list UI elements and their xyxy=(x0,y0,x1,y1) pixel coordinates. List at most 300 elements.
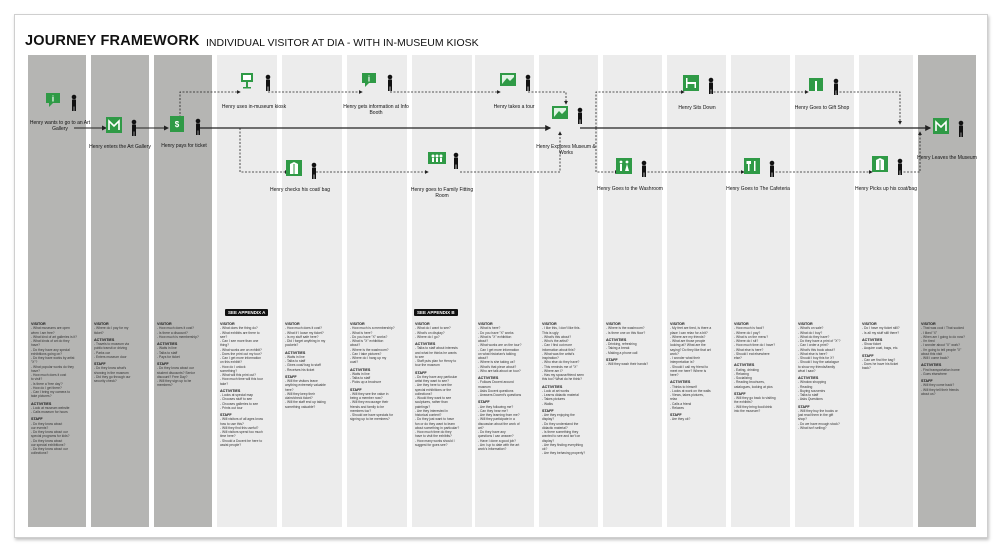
note-line: place I can relax for a bit? xyxy=(670,330,708,335)
note-line: - How much time do I have? xyxy=(734,343,776,348)
stage-label: Henry goes to Family Fitting Room xyxy=(410,187,474,199)
note-line: work's information? xyxy=(478,447,507,451)
note-line: information about this? xyxy=(542,347,576,352)
note-line: - How much is membership? xyxy=(157,334,199,339)
note-line: - What is "X" exhibition xyxy=(350,339,384,343)
bench-icon xyxy=(681,73,717,102)
notes-heading: STAFF xyxy=(542,408,554,413)
note-line: what I saw? xyxy=(798,368,816,373)
note-line: - Chooses stuff to see xyxy=(220,397,253,402)
note-line: wanted to see and isn't on xyxy=(542,434,581,439)
note-line: - Will the staff end up taking xyxy=(285,400,326,405)
svg-text:i: i xyxy=(367,74,371,84)
note-line: - Do you have "X" works xyxy=(478,330,514,335)
notes-heading: ACTIVITIES xyxy=(542,384,563,389)
notes-heading: VISITOR xyxy=(350,322,365,326)
note-line: - Are they here to see the xyxy=(415,383,453,388)
note-line: ticket? xyxy=(94,330,104,335)
notes-heading: VISITOR xyxy=(921,322,936,326)
building-m-icon xyxy=(104,115,140,144)
note-line: - Do they know about our xyxy=(31,447,68,451)
note-line: - Do they have any particular xyxy=(415,374,458,379)
note-line: - What's on display? xyxy=(415,330,445,335)
note-line: - Buying souvenirs xyxy=(798,388,826,393)
note-line: collections? xyxy=(415,391,433,396)
note-line: - Can we find the bag? xyxy=(862,357,896,362)
note-line: relax xyxy=(670,397,678,402)
note-line: - Should I eat elsewhere xyxy=(734,351,770,356)
note-line: - Do they have a print of "X"? xyxy=(798,339,841,343)
note-line: - Follows Docent around xyxy=(478,380,514,385)
building-m-icon xyxy=(931,116,967,145)
note-line: - What works are on exhibit? xyxy=(220,347,262,352)
note-line: - Where do I hang up my xyxy=(350,356,387,360)
note-line: showing in the museum xyxy=(94,370,129,375)
note-line: collections? xyxy=(31,451,49,456)
note-line: - Waits in line xyxy=(285,354,305,359)
note-line: - Does the print out my tour? xyxy=(220,351,262,356)
restroom-icon xyxy=(614,156,650,185)
note-line: - Have I done a good job? xyxy=(478,438,516,443)
note-line: fun or do they want to learn xyxy=(415,421,455,426)
note-line: - Eating, drinking xyxy=(734,367,759,372)
note-line: - Am I up to date with the art xyxy=(478,442,520,447)
note-line: artist they want to see? xyxy=(415,379,449,383)
note-line: - What works are on the tour? xyxy=(478,343,522,348)
note-line: - Did they go through our xyxy=(94,374,131,379)
note-line: ok? xyxy=(542,447,548,451)
note-line: - Will they bring food/drink xyxy=(734,404,773,409)
note-line: didactic material? xyxy=(542,425,568,430)
note-line: - This reminds me of "X" xyxy=(542,364,578,369)
note-line: - Look at museum website xyxy=(31,405,70,410)
art-frame-icon xyxy=(498,70,534,99)
note-line: - Relaxes xyxy=(670,405,684,410)
note-line: - Drinking, refreshing xyxy=(606,342,637,346)
stage-label: Henry gets information at Info Booth xyxy=(343,104,409,116)
notes-heading: VISITOR xyxy=(606,322,621,326)
note-line: - Are they learning from me? xyxy=(478,413,520,417)
note-line: thing? xyxy=(220,343,229,348)
note-line: - Where do I sit? xyxy=(734,339,759,343)
note-line: - Can I get more information xyxy=(478,347,520,352)
note-line: - Will they buy the books or xyxy=(798,408,838,413)
note-line: - Do I have my ticket still? xyxy=(862,326,900,331)
note-line: - Pays for ticket xyxy=(157,354,180,359)
note-line: "X"? xyxy=(31,360,38,365)
note-line: display? xyxy=(542,438,555,443)
note-line: - Can I see more than one xyxy=(220,339,259,343)
note-line: - I wonder what their xyxy=(670,356,700,360)
notes-heading: VISITOR xyxy=(670,322,685,326)
note-line: - Receives his ticket xyxy=(285,367,315,372)
tour-group-icon xyxy=(426,148,462,177)
notes-heading: VISITOR xyxy=(734,322,749,326)
note-line: to visit? xyxy=(31,377,43,382)
notes-heading: ACTIVITIES xyxy=(157,342,178,346)
notes-heading: STAFF xyxy=(31,417,43,422)
note-line: - Will they find this useful? xyxy=(220,425,259,430)
note-line: see? xyxy=(220,334,228,339)
notes-heading: STAFF xyxy=(157,362,169,366)
notes-heading: STAFF xyxy=(285,374,297,379)
note-line: - Asks Docent questions xyxy=(478,388,514,393)
note-line: - Do they have any xyxy=(478,430,506,434)
note-line: take pictures? xyxy=(31,394,52,399)
stage-label: Henry Sits Down xyxy=(678,105,716,111)
notes-heading: ACTIVITIES xyxy=(94,337,115,342)
note-line: - What is here? xyxy=(350,330,373,335)
notes-heading: VISITOR xyxy=(542,322,557,326)
note-line: - What else is here? xyxy=(734,347,764,352)
note-line: - My feet are tired, is there a xyxy=(670,326,712,331)
note-line: - Socializing xyxy=(734,376,752,380)
note-line: - Who's the artist? xyxy=(542,339,569,343)
note-line: - Do they just want to have xyxy=(415,417,455,422)
notes-heading: ACTIVITIES xyxy=(670,380,691,385)
note-line: - Do they have works by artist xyxy=(31,356,75,360)
gift-icon xyxy=(806,74,842,103)
notes-heading: ACTIVITIES xyxy=(350,367,371,372)
note-line: - Are they ok? xyxy=(670,417,691,422)
note-line: - Can I get more information xyxy=(220,356,262,360)
note-line: - Do they know about our xyxy=(157,366,194,371)
notes-heading: VISITOR xyxy=(285,322,300,326)
note-line: special programs for kids? xyxy=(31,434,70,439)
note-line: members? xyxy=(157,383,173,388)
note-line: - Will they participate in a xyxy=(478,417,515,422)
notes-heading: STAFF xyxy=(478,400,490,405)
note-line: - Making a phone call xyxy=(606,350,638,355)
note-line: - Is there something they xyxy=(542,430,579,434)
note-line: - Walks xyxy=(542,401,553,406)
notes-heading: STAFF xyxy=(921,379,933,383)
note-line: - Has my spouse/friend seen xyxy=(542,373,584,377)
notes-heading: STAFF xyxy=(606,357,618,362)
notes-heading: STAFF xyxy=(350,387,362,392)
note-line: - Will visitors of all ages know xyxy=(220,417,264,422)
note-line: - Would they want to see xyxy=(415,396,452,400)
note-line: - Waits in line xyxy=(350,371,370,376)
stage-label: Henry Goes to the Washroom xyxy=(597,186,663,192)
note-line: - I'm going to tell people "X" xyxy=(921,347,962,352)
note-line: into the museum? xyxy=(734,408,761,413)
note-line: - Answers Docent's questions xyxy=(478,393,522,397)
note-line: - Do we have enough stock? xyxy=(798,421,840,426)
note-line: - Are they finding everything xyxy=(542,442,583,447)
note-line: art? xyxy=(478,425,484,430)
note-line: - Do you have "X" works? xyxy=(350,334,388,339)
art-frame-icon xyxy=(550,103,586,132)
note-line: - Look at art works xyxy=(542,388,570,393)
note-line: - Should I buy this for X? xyxy=(798,356,835,360)
notes-heading: ACTIVITIES xyxy=(220,388,241,393)
ticket-icon xyxy=(168,114,204,143)
note-line: - Relaxing xyxy=(734,371,749,376)
note-line: tour the museum xyxy=(415,363,440,368)
note-line: on this exhibit? xyxy=(220,360,242,365)
note-line: signing up to be members? xyxy=(350,417,390,422)
note-line: have? xyxy=(31,343,40,348)
notes-heading: STAFF xyxy=(94,362,106,366)
note-line: - Where is the washroom? xyxy=(350,347,389,352)
note-line: work? xyxy=(670,351,679,356)
note-line: about us? xyxy=(921,391,936,396)
note-line: - What if I loose my ticket? xyxy=(285,330,324,335)
note-line: - Will they encourage their xyxy=(350,400,389,405)
note-line: - Can I bring my camera to xyxy=(31,390,71,394)
note-line: - Should we have specials for xyxy=(350,413,394,417)
note-line: and what he thinks he wants xyxy=(415,350,457,355)
note-line: - Prints out tour xyxy=(220,405,243,410)
note-line: - Asks Questions xyxy=(798,397,823,402)
note-line: - What is here? xyxy=(478,326,501,331)
note-line: - Taking a break xyxy=(606,346,630,351)
note-line: - Chooses galleries to see xyxy=(220,401,259,406)
note-line: - How many works should I xyxy=(415,438,455,443)
note-line: - Are they following me? xyxy=(478,404,514,409)
note-line: - Will I come back? xyxy=(921,356,949,360)
note-line: - Find transportation home xyxy=(921,367,960,372)
stage-label: Henry Leaves the Museum xyxy=(917,155,977,161)
note-line: interpretation is? xyxy=(670,360,695,365)
page-title: JOURNEY FRAMEWORK xyxy=(25,33,200,49)
note-line: - Takes pictures xyxy=(542,397,566,402)
note-line: - How much is food? xyxy=(734,326,765,331)
note-line: - Should I buy the catalogue xyxy=(798,360,840,365)
note-line: something? xyxy=(220,368,238,373)
note-line: exhibitions going on? xyxy=(31,351,62,356)
note-line: - Can I take pictures? xyxy=(350,351,382,356)
note-line: to see xyxy=(415,354,424,359)
notes-heading: VISITOR xyxy=(94,322,109,326)
note-line: questions I can answer? xyxy=(478,434,514,439)
note-line: - What museums are open xyxy=(31,326,70,331)
stage-label: Henry pays for ticket xyxy=(161,143,207,149)
note-line: - I'm tired xyxy=(921,339,935,343)
note-line: something valuable? xyxy=(285,404,316,409)
note-line: - Where do I pay? xyxy=(734,330,761,335)
note-line: back? xyxy=(862,366,871,371)
note-line: - Will they go back to visiting xyxy=(734,396,776,400)
note-line: - Who else do they have? xyxy=(542,360,580,365)
notes-heading: VISITOR xyxy=(220,322,235,326)
notes-heading: STAFF xyxy=(220,413,232,417)
svg-text:$: $ xyxy=(174,120,180,129)
notes-heading: ACTIVITIES xyxy=(606,337,627,342)
note-line: - What else is here? xyxy=(798,351,828,356)
note-line: about this visit xyxy=(921,351,942,356)
note-line: - Does he have his ticket xyxy=(862,362,899,366)
note-line: members too? xyxy=(350,408,372,413)
note-line: our special exhibitions? xyxy=(31,442,66,447)
note-line: - What do I want to see? xyxy=(415,326,451,331)
note-line: - Will they sign up to be xyxy=(157,379,192,383)
note-line: paintings? xyxy=(415,404,431,409)
note-line: here? xyxy=(670,373,679,377)
note-line: - What is "X" exhibition xyxy=(478,334,512,339)
notes-heading: VISITOR xyxy=(415,322,430,326)
note-line: catalogues, looking at pics xyxy=(734,384,773,389)
note-line: - Window shopping xyxy=(798,380,827,385)
note-line: - How much does it cost xyxy=(31,373,67,377)
note-line: - Parks car xyxy=(94,350,110,355)
note-line: - Will they wash their hands? xyxy=(606,362,649,366)
note-line: - Can they hear me? xyxy=(478,408,509,413)
note-line: - Picks up a brochure xyxy=(350,380,382,385)
note-line: - What are those people xyxy=(670,339,706,343)
note-line: have to visit the exhibits? xyxy=(415,434,452,439)
note-line: - Do they know about xyxy=(31,421,63,426)
note-line: how to use this? xyxy=(220,421,244,426)
note-line: - How much does it cost? xyxy=(157,326,195,331)
svg-text:i: i xyxy=(51,94,55,104)
notes-heading: ACTIVITIES xyxy=(285,350,306,355)
note-line: - Looks at special map xyxy=(220,393,253,397)
note-line: suggest for goes see? xyxy=(415,442,448,447)
note-line: about? xyxy=(350,343,361,348)
note-line: - Will the visitors leave xyxy=(285,379,318,383)
note-line: - How much time do they xyxy=(415,430,452,434)
note-line: - Did I forget anything in my xyxy=(285,339,326,343)
note-line: on what historian's talking xyxy=(478,351,516,356)
note-line: - What's this about? xyxy=(542,334,572,339)
notes-heading: VISITOR xyxy=(31,322,46,326)
note-line: - Do they know about our xyxy=(31,430,68,434)
note-line: - Where do I pay for my xyxy=(94,326,129,331)
notes-heading: ACTIVITIES xyxy=(415,342,436,346)
note-line: - What exhibits are there to xyxy=(220,330,260,335)
note-line: about? xyxy=(478,339,489,343)
stage-label: Henry Goes to The Cafeteria xyxy=(726,186,790,192)
note-line: - What's on sale? xyxy=(798,326,824,331)
kiosk-icon xyxy=(238,70,274,99)
notes-heading: STAFF xyxy=(798,404,810,409)
note-line: - Can I find out more xyxy=(542,343,573,348)
notes-heading: STAFF xyxy=(670,413,682,417)
note-line: - That was cool / That sucked xyxy=(921,326,964,331)
note-line: - Will visitors spend too much xyxy=(220,430,263,434)
note-line: inspiration? xyxy=(542,356,559,360)
stage-label: Henry enters the Art Gallery xyxy=(89,144,151,150)
note-line: - How much time will this tour xyxy=(220,377,263,382)
note-line: - Is all my stuff still there? xyxy=(862,330,900,335)
note-line: - What kind of art galleries is it? xyxy=(31,334,77,339)
note-line: - How do I get there? xyxy=(31,385,62,390)
note-line: - Is there a discount? xyxy=(157,330,188,335)
note-line: this too? What do he think? xyxy=(542,377,582,382)
note-line: - Reading brochures, xyxy=(734,380,765,385)
note-line: - Where are my friends? xyxy=(670,334,706,339)
note-line: - Is there one on this floor? xyxy=(606,330,646,335)
note-line: - Talks to staff xyxy=(798,393,819,397)
note-line: - Talks to staff about interests xyxy=(415,346,458,351)
note-line: - Is my stuff safe here? xyxy=(285,334,319,339)
notes-heading: ACTIVITIES xyxy=(921,363,942,368)
note-line: anything extremely valuable xyxy=(285,383,326,388)
note-line: museum xyxy=(478,384,491,389)
note-line: - What was the artist's xyxy=(542,351,575,356)
note-line: special exhibitions or the xyxy=(415,387,452,392)
note-line: - Waits in line xyxy=(157,346,177,351)
note-line: - Views, takes pictures, xyxy=(670,393,704,397)
note-line: - Staff puts plan for Henry to xyxy=(415,359,457,363)
notes-heading: VISITOR xyxy=(798,322,813,326)
stage-label: Henry takes a tour xyxy=(493,104,535,110)
appendix-tag: SEE APPENDIX A xyxy=(225,309,268,316)
note-line: pockets? xyxy=(285,343,299,348)
note-line: the exhibits? xyxy=(734,400,753,405)
stage-label: Henry uses in-museum kiosk xyxy=(221,104,287,110)
notes-heading: ACTIVITIES xyxy=(734,363,755,368)
note-line: - Where is she taking us? xyxy=(478,360,516,365)
note-line: - Are they enjoying the xyxy=(542,413,575,417)
note-line: meet me here? Where is xyxy=(670,368,707,373)
note-line: - Should a Docent be here to xyxy=(220,438,263,443)
notes-heading: VISITOR xyxy=(478,322,493,326)
note-line: - Should I call my friend to xyxy=(670,364,709,369)
note-line: - Can I order a print? xyxy=(798,343,829,348)
stage-label: Henry Picks up his coat/bag xyxy=(855,186,917,192)
note-line: - Where am I? xyxy=(542,368,563,373)
note-line: - Learns didactic material xyxy=(542,393,579,397)
note-line: - Will they see the value in xyxy=(350,391,389,396)
notes-heading: ACTIVITIES xyxy=(798,376,819,380)
note-line: - Do they have any special xyxy=(31,347,70,352)
note-line: - What's this book about? xyxy=(798,347,836,352)
stage-label: Henry checks his coat/ bag xyxy=(269,187,331,193)
note-line: - Will they tell their friends xyxy=(921,387,959,392)
note-line: - I wonder about "X" work? xyxy=(921,343,960,348)
note-line: take? xyxy=(220,381,229,386)
notes-heading: ACTIVITIES xyxy=(31,401,52,406)
fork-knife-icon xyxy=(742,156,778,185)
note-line: our events? xyxy=(31,425,49,430)
note-line: - What popular works do they xyxy=(31,364,74,369)
note-line: about something in particular? xyxy=(415,425,460,430)
note-line: public transit or driving xyxy=(94,346,127,351)
note-line: - Talks to staff xyxy=(157,350,178,355)
note-line: coat? xyxy=(350,360,359,365)
note-line: claim/check ticket? xyxy=(285,396,313,400)
note-line: looking at? What are the xyxy=(670,343,706,348)
note-line: else? xyxy=(734,356,742,360)
note-line: - Travels to museum via xyxy=(94,342,129,346)
note-line: - What's that piece about? xyxy=(478,364,517,369)
stage-label: Henry Goes to Gift Shop xyxy=(794,105,850,111)
note-line: - What kinds of art do they xyxy=(31,339,70,343)
note-line: student discounts? Senior xyxy=(157,370,195,375)
branch-line xyxy=(240,128,288,172)
note-line: being a member now? xyxy=(350,396,383,400)
note-line: - Will they keep their xyxy=(285,391,315,396)
note-line: - What do I buy? xyxy=(798,330,823,335)
notes-heading: STAFF xyxy=(862,353,874,358)
note-line: - What will this print out? xyxy=(220,373,256,377)
note-line: - Thinks to himself xyxy=(670,384,697,389)
note-line: security check? xyxy=(94,379,117,383)
note-line: here? xyxy=(285,387,294,392)
note-line: saying? Do they like that art xyxy=(670,347,711,352)
note-line: - Show ticket xyxy=(862,342,881,346)
notes-heading: ACTIVITIES xyxy=(478,376,499,380)
note-line: - Goes elsewhere xyxy=(921,371,947,376)
note-line: - How much is a membership? xyxy=(350,326,395,331)
note-line: assist people? xyxy=(220,442,242,447)
note-line: - How much does it cost? xyxy=(285,326,323,331)
notes-heading: STAFF xyxy=(734,391,746,396)
note-line: when I am free? xyxy=(31,330,55,335)
